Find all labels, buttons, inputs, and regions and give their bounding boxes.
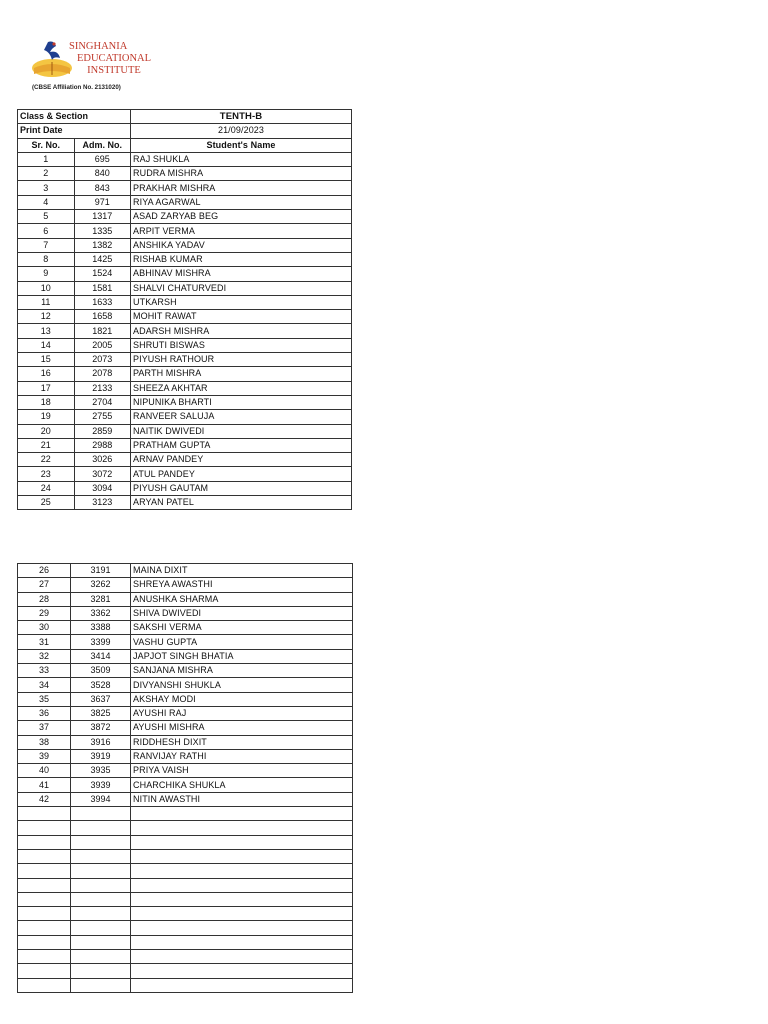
student-name-cell: JAPJOT SINGH BHATIA xyxy=(131,649,353,663)
student-name-cell: RUDRA MISHRA xyxy=(131,167,352,181)
table-row xyxy=(18,481,352,495)
student-name-cell xyxy=(131,821,353,835)
sr-no-cell: 29 xyxy=(18,606,71,620)
student-name-cell xyxy=(131,950,353,964)
student-name-cell xyxy=(131,921,353,935)
table-row xyxy=(18,692,353,706)
adm-no-cell: 971 xyxy=(74,195,131,209)
sr-no-cell: 14 xyxy=(18,338,75,352)
class-section-value: TENTH-B xyxy=(131,110,352,124)
sr-no-cell: 32 xyxy=(18,649,71,663)
table-row xyxy=(18,606,353,620)
adm-no-cell: 1425 xyxy=(74,252,131,266)
sr-no-cell: 37 xyxy=(18,721,71,735)
sr-no-cell: 17 xyxy=(18,381,75,395)
student-name-cell: RAJ SHUKLA xyxy=(131,152,352,166)
adm-no-cell xyxy=(71,935,131,949)
student-name-cell: SHIVA DWIVEDI xyxy=(131,606,353,620)
adm-no-cell: 1581 xyxy=(74,281,131,295)
student-list-table-page-1 xyxy=(17,109,352,510)
table-row xyxy=(18,892,353,906)
student-name-cell xyxy=(131,935,353,949)
print-date-value: 21/09/2023 xyxy=(131,124,352,138)
adm-no-cell xyxy=(71,849,131,863)
table-row xyxy=(18,792,353,806)
student-name-cell: PIYUSH GAUTAM xyxy=(131,481,352,495)
adm-no-cell: 3388 xyxy=(71,621,131,635)
table-row xyxy=(18,849,353,863)
adm-no-cell: 2859 xyxy=(74,424,131,438)
adm-no-cell: 843 xyxy=(74,181,131,195)
table-row xyxy=(18,181,352,195)
student-name-cell: ANUSHKA SHARMA xyxy=(131,592,353,606)
sr-no-cell xyxy=(18,907,71,921)
adm-no-cell: 2078 xyxy=(74,367,131,381)
adm-no-cell: 3509 xyxy=(71,664,131,678)
student-name-cell: ARYAN PATEL xyxy=(131,496,352,510)
table-row xyxy=(18,295,352,309)
student-name-cell: RISHAB KUMAR xyxy=(131,252,352,266)
student-name-cell: SANJANA MISHRA xyxy=(131,664,353,678)
student-name-cell: VASHU GUPTA xyxy=(131,635,353,649)
sr-no-cell: 4 xyxy=(18,195,75,209)
adm-no-cell: 1382 xyxy=(74,238,131,252)
sr-no-cell: 39 xyxy=(18,749,71,763)
student-name-cell xyxy=(131,849,353,863)
sr-no-cell: 23 xyxy=(18,467,75,481)
student-name-cell: RIDDHESH DIXIT xyxy=(131,735,353,749)
student-name-cell: SAKSHI VERMA xyxy=(131,621,353,635)
adm-no-cell xyxy=(71,978,131,992)
student-name-cell: AYUSHI RAJ xyxy=(131,706,353,720)
adm-no-cell: 695 xyxy=(74,152,131,166)
table-row xyxy=(18,864,353,878)
sr-no-cell xyxy=(18,892,71,906)
table-row xyxy=(18,310,352,324)
logo-line-1: SINGHANIA xyxy=(69,41,128,52)
table-row xyxy=(18,224,352,238)
sr-no-cell xyxy=(18,821,71,835)
table-row xyxy=(18,635,353,649)
sr-no-cell: 1 xyxy=(18,152,75,166)
sr-no-cell: 21 xyxy=(18,438,75,452)
student-name-cell: SHEEZA AKHTAR xyxy=(131,381,352,395)
adm-no-cell: 3362 xyxy=(71,606,131,620)
adm-no-cell: 3528 xyxy=(71,678,131,692)
sr-no-cell: 28 xyxy=(18,592,71,606)
col-header-sr-no: Sr. No. xyxy=(18,138,75,152)
adm-no-cell: 3916 xyxy=(71,735,131,749)
table-row xyxy=(18,764,353,778)
table-row xyxy=(18,324,352,338)
adm-no-cell: 3637 xyxy=(71,692,131,706)
adm-no-cell xyxy=(71,892,131,906)
student-name-cell xyxy=(131,964,353,978)
student-name-cell xyxy=(131,878,353,892)
sr-no-cell: 8 xyxy=(18,252,75,266)
adm-no-cell xyxy=(71,964,131,978)
sr-no-cell xyxy=(18,935,71,949)
table-row xyxy=(18,496,352,510)
table-row xyxy=(18,649,353,663)
sr-no-cell: 13 xyxy=(18,324,75,338)
adm-no-cell xyxy=(71,907,131,921)
adm-no-cell: 2988 xyxy=(74,438,131,452)
student-name-cell: CHARCHIKA SHUKLA xyxy=(131,778,353,792)
table-row xyxy=(18,678,353,692)
table-row xyxy=(18,395,352,409)
table-row xyxy=(18,835,353,849)
table-row xyxy=(18,592,353,606)
table-row xyxy=(18,921,353,935)
table-row xyxy=(18,564,353,578)
table-row xyxy=(18,252,352,266)
adm-no-cell: 3281 xyxy=(71,592,131,606)
table-row xyxy=(18,878,353,892)
sr-no-cell xyxy=(18,807,71,821)
sr-no-cell: 31 xyxy=(18,635,71,649)
sr-no-cell: 26 xyxy=(18,564,71,578)
table-row xyxy=(18,578,353,592)
table-row xyxy=(18,267,352,281)
table-row xyxy=(18,353,352,367)
school-logo xyxy=(30,38,160,96)
sr-no-cell: 34 xyxy=(18,678,71,692)
sr-no-cell: 24 xyxy=(18,481,75,495)
adm-no-cell: 3872 xyxy=(71,721,131,735)
table-row xyxy=(18,238,352,252)
student-name-cell: DIVYANSHI SHUKLA xyxy=(131,678,353,692)
sr-no-cell xyxy=(18,835,71,849)
sr-no-cell xyxy=(18,921,71,935)
table-row xyxy=(18,152,352,166)
sr-no-cell: 11 xyxy=(18,295,75,309)
table-row xyxy=(18,821,353,835)
sr-no-cell: 2 xyxy=(18,167,75,181)
sr-no-cell xyxy=(18,864,71,878)
table-row xyxy=(18,735,353,749)
student-name-cell: RIYA AGARWAL xyxy=(131,195,352,209)
class-section-row xyxy=(18,110,352,124)
sr-no-cell: 22 xyxy=(18,453,75,467)
table-row xyxy=(18,950,353,964)
sr-no-cell: 30 xyxy=(18,621,71,635)
adm-no-cell xyxy=(71,878,131,892)
adm-no-cell: 2704 xyxy=(74,395,131,409)
table-row xyxy=(18,453,352,467)
adm-no-cell: 1317 xyxy=(74,210,131,224)
sr-no-cell: 9 xyxy=(18,267,75,281)
col-header-adm-no: Adm. No. xyxy=(74,138,131,152)
table-row xyxy=(18,964,353,978)
table-row xyxy=(18,367,352,381)
student-name-cell: PRIYA VAISH xyxy=(131,764,353,778)
class-section-label: Class & Section xyxy=(18,110,131,124)
sr-no-cell: 16 xyxy=(18,367,75,381)
adm-no-cell: 1658 xyxy=(74,310,131,324)
sr-no-cell: 3 xyxy=(18,181,75,195)
student-name-cell xyxy=(131,892,353,906)
adm-no-cell: 3939 xyxy=(71,778,131,792)
table-row xyxy=(18,381,352,395)
student-name-cell: PRATHAM GUPTA xyxy=(131,438,352,452)
col-header-student-name: Student's Name xyxy=(131,138,352,152)
student-name-cell: ADARSH MISHRA xyxy=(131,324,352,338)
table-row xyxy=(18,807,353,821)
sr-no-cell: 20 xyxy=(18,424,75,438)
student-name-cell: ASAD ZARYAB BEG xyxy=(131,210,352,224)
student-name-cell: PIYUSH RATHOUR xyxy=(131,353,352,367)
table-row xyxy=(18,167,352,181)
sr-no-cell: 10 xyxy=(18,281,75,295)
sr-no-cell xyxy=(18,978,71,992)
adm-no-cell: 2755 xyxy=(74,410,131,424)
sr-no-cell: 19 xyxy=(18,410,75,424)
adm-no-cell: 2133 xyxy=(74,381,131,395)
sr-no-cell: 7 xyxy=(18,238,75,252)
adm-no-cell xyxy=(71,864,131,878)
adm-no-cell: 2005 xyxy=(74,338,131,352)
table-row xyxy=(18,706,353,720)
table-row xyxy=(18,438,352,452)
student-name-cell: AYUSHI MISHRA xyxy=(131,721,353,735)
table-row xyxy=(18,195,352,209)
table-row xyxy=(18,978,353,992)
adm-no-cell xyxy=(71,807,131,821)
sr-no-cell xyxy=(18,964,71,978)
adm-no-cell: 3191 xyxy=(71,564,131,578)
adm-no-cell: 1335 xyxy=(74,224,131,238)
table-row xyxy=(18,281,352,295)
logo-line-3: INSTITUTE xyxy=(87,65,141,76)
adm-no-cell xyxy=(71,950,131,964)
student-name-cell xyxy=(131,907,353,921)
student-name-cell: ATUL PANDEY xyxy=(131,467,352,481)
adm-no-cell xyxy=(71,821,131,835)
adm-no-cell xyxy=(71,921,131,935)
student-name-cell: SHREYA AWASTHI xyxy=(131,578,353,592)
sr-no-cell xyxy=(18,849,71,863)
student-list-table-page-2 xyxy=(17,563,353,993)
student-name-cell: ARPIT VERMA xyxy=(131,224,352,238)
sr-no-cell: 35 xyxy=(18,692,71,706)
student-name-cell: NAITIK DWIVEDI xyxy=(131,424,352,438)
sr-no-cell: 15 xyxy=(18,353,75,367)
student-name-cell: ABHINAV MISHRA xyxy=(131,267,352,281)
table-row xyxy=(18,721,353,735)
adm-no-cell: 3399 xyxy=(71,635,131,649)
adm-no-cell: 840 xyxy=(74,167,131,181)
adm-no-cell xyxy=(71,835,131,849)
student-name-cell: PRAKHAR MISHRA xyxy=(131,181,352,195)
adm-no-cell: 3026 xyxy=(74,453,131,467)
sr-no-cell: 41 xyxy=(18,778,71,792)
adm-no-cell: 3262 xyxy=(71,578,131,592)
student-name-cell: SHALVI CHATURVEDI xyxy=(131,281,352,295)
student-name-cell: PARTH MISHRA xyxy=(131,367,352,381)
sr-no-cell: 25 xyxy=(18,496,75,510)
table-row xyxy=(18,749,353,763)
adm-no-cell: 3414 xyxy=(71,649,131,663)
column-header-row xyxy=(18,138,352,152)
sr-no-cell xyxy=(18,878,71,892)
table-row xyxy=(18,210,352,224)
student-name-cell: NITIN AWASTHI xyxy=(131,792,353,806)
sr-no-cell: 27 xyxy=(18,578,71,592)
adm-no-cell: 3123 xyxy=(74,496,131,510)
table-row xyxy=(18,424,352,438)
student-name-cell: AKSHAY MODI xyxy=(131,692,353,706)
adm-no-cell: 1821 xyxy=(74,324,131,338)
sr-no-cell: 18 xyxy=(18,395,75,409)
student-name-cell: NIPUNIKA BHARTI xyxy=(131,395,352,409)
affiliation-text: (CBSE Affiliation No. 2131020) xyxy=(32,84,121,91)
sr-no-cell: 42 xyxy=(18,792,71,806)
table-row xyxy=(18,778,353,792)
sr-no-cell: 40 xyxy=(18,764,71,778)
print-date-label: Print Date xyxy=(18,124,131,138)
sr-no-cell: 38 xyxy=(18,735,71,749)
print-date-row xyxy=(18,124,352,138)
student-name-cell xyxy=(131,978,353,992)
student-name-cell: UTKARSH xyxy=(131,295,352,309)
student-name-cell: SHRUTI BISWAS xyxy=(131,338,352,352)
table-row xyxy=(18,935,353,949)
adm-no-cell: 1633 xyxy=(74,295,131,309)
student-name-cell: MAINA DIXIT xyxy=(131,564,353,578)
sr-no-cell xyxy=(18,950,71,964)
adm-no-cell: 3994 xyxy=(71,792,131,806)
table-row xyxy=(18,664,353,678)
table-row xyxy=(18,907,353,921)
table-row xyxy=(18,410,352,424)
adm-no-cell: 3094 xyxy=(74,481,131,495)
table-row xyxy=(18,338,352,352)
logo-line-2: EDUCATIONAL xyxy=(76,53,152,64)
table-row xyxy=(18,621,353,635)
sr-no-cell: 33 xyxy=(18,664,71,678)
student-name-cell xyxy=(131,835,353,849)
adm-no-cell: 1524 xyxy=(74,267,131,281)
sr-no-cell: 5 xyxy=(18,210,75,224)
student-name-cell: MOHIT RAWAT xyxy=(131,310,352,324)
student-name-cell xyxy=(131,864,353,878)
student-name-cell: ARNAV PANDEY xyxy=(131,453,352,467)
adm-no-cell: 3825 xyxy=(71,706,131,720)
sr-no-cell: 36 xyxy=(18,706,71,720)
adm-no-cell: 2073 xyxy=(74,353,131,367)
sr-no-cell: 12 xyxy=(18,310,75,324)
student-name-cell: RANVIJAY RATHI xyxy=(131,749,353,763)
adm-no-cell: 3072 xyxy=(74,467,131,481)
adm-no-cell: 3935 xyxy=(71,764,131,778)
table-row xyxy=(18,467,352,481)
student-name-cell: ANSHIKA YADAV xyxy=(131,238,352,252)
student-name-cell xyxy=(131,807,353,821)
student-name-cell: RANVEER SALUJA xyxy=(131,410,352,424)
adm-no-cell: 3919 xyxy=(71,749,131,763)
sr-no-cell: 6 xyxy=(18,224,75,238)
